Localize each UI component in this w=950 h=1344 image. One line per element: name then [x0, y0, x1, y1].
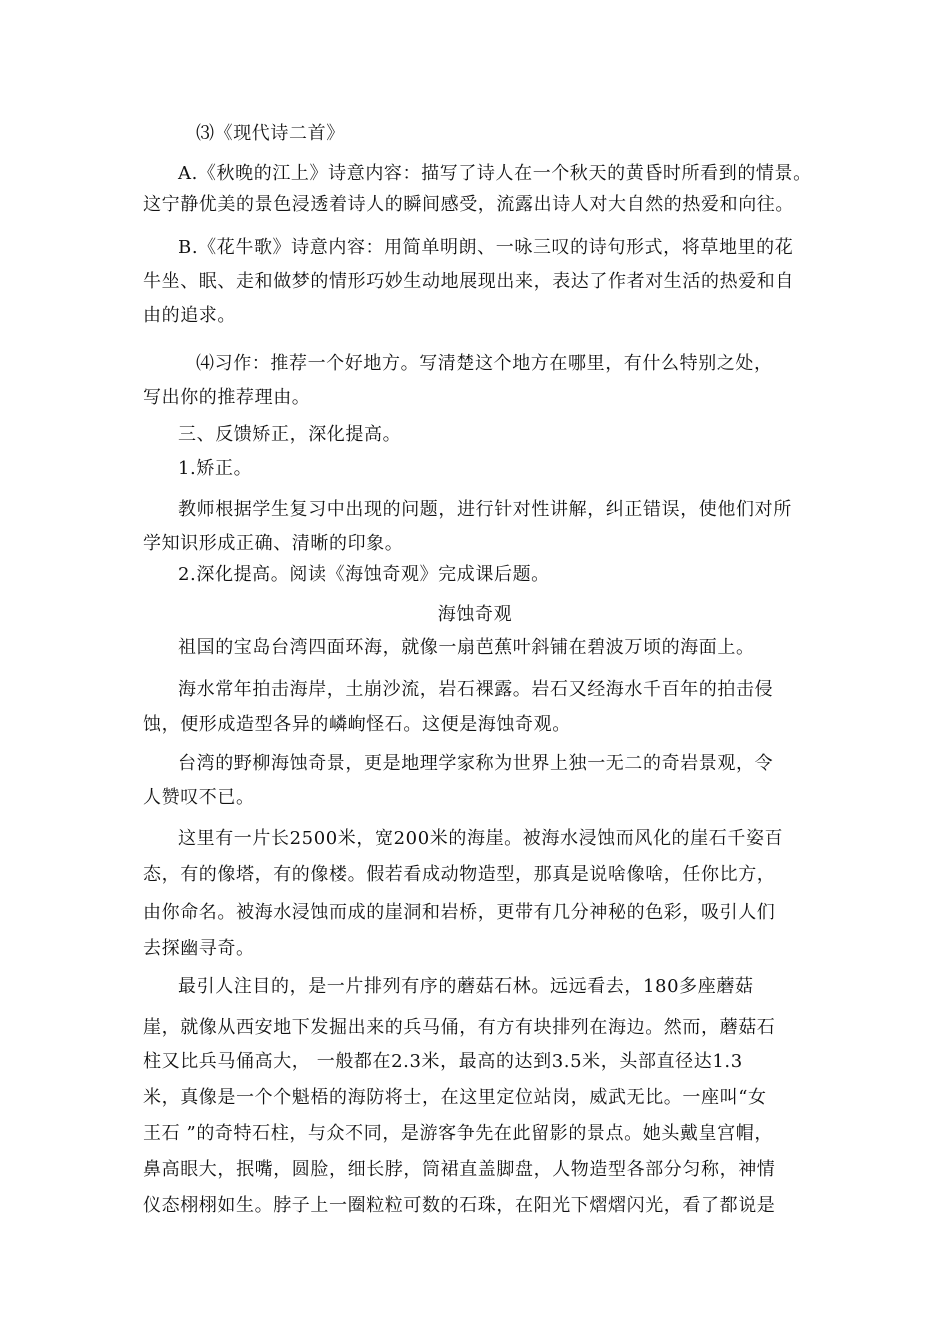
paragraph-line: B.《花牛歌》诗意内容：用简单明朗、一咏三叹的诗句形式，将草地里的花 — [178, 237, 794, 258]
subsection-heading: 1.矫正。 — [178, 458, 253, 479]
paragraph-line: 海水常年拍击海岸，土崩沙流，岩石裸露。岩石又经海水千百年的拍击侵 — [178, 679, 774, 700]
paragraph-line: 崖，就像从西安地下发掘出来的兵马俑，有方有块排列在海边。然而，蘑菇石 — [143, 1017, 776, 1038]
paragraph-line: 牛坐、眠、走和做梦的情形巧妙生动地展现出来，表达了作者对生活的热爱和自 — [143, 271, 794, 292]
paragraph-line: 学知识形成正确、清晰的印象。 — [143, 533, 404, 554]
subsection-heading: 2.深化提高。阅读《海蚀奇观》完成课后题。 — [178, 564, 550, 585]
paragraph-line: 鼻高眼大，抿嘴，圆脸，细长脖，筒裙直盖脚盘，人物造型各部分匀称，神情 — [143, 1159, 776, 1180]
paragraph-line: 态，有的像塔，有的像楼。假若看成动物造型，那真是说啥像啥，任你比方， — [143, 864, 776, 885]
paragraph-line: 仪态栩栩如生。脖子上一圈粒粒可数的石珠，在阳光下熠熠闪光，看了都说是 — [143, 1195, 776, 1216]
paragraph-line: 台湾的野柳海蚀奇景，更是地理学家称为世界上独一无二的奇岩景观，令 — [178, 753, 774, 774]
article-title: 海蚀奇观 — [437, 604, 513, 625]
paragraph-line: 写出你的推荐理由。 — [143, 387, 311, 408]
paragraph-line: 柱又比兵马俑高大， 一般都在2.3米，最高的达到3.5米，头部直径达1.3 — [143, 1051, 743, 1072]
paragraph-line: ⑷习作：推荐一个好地方。写清楚这个地方在哪里，有什么特别之处， — [196, 353, 773, 374]
paragraph-line: 最引人注目的，是一片排列有序的蘑菇石林。远远看去，180多座蘑菇 — [178, 976, 754, 997]
paragraph-line: 人赞叹不已。 — [143, 787, 255, 808]
section-heading: 三、反馈矫正，深化提高。 — [178, 424, 402, 445]
paragraph-line: 米，真像是一个个魁梧的海防将士，在这里定位站岗，威武无比。一座叫“女 — [143, 1087, 767, 1108]
paragraph-line: 祖国的宝岛台湾四面环海，就像一扇芭蕉叶斜铺在碧波万顷的海面上。 — [178, 637, 755, 658]
section-heading: ⑶《现代诗二首》 — [196, 123, 345, 144]
paragraph-line: 教师根据学生复习中出现的问题，进行针对性讲解，纠正错误，使他们对所 — [178, 499, 792, 520]
paragraph-line: 去探幽寻奇。 — [143, 938, 255, 959]
paragraph-line: 这里有一片长2500米，宽200米的海崖。被海水浸蚀而风化的崖石千姿百 — [178, 828, 784, 849]
paragraph-line: 王石 ”的奇特石柱，与众不同，是游客争先在此留影的景点。她头戴皇宫帽， — [143, 1123, 773, 1144]
paragraph-line: A.《秋晚的江上》诗意内容：描写了诗人在一个秋天的黄昏时所看到的情景。 — [178, 163, 812, 184]
paragraph-line: 由你命名。被海水浸蚀而成的崖洞和岩桥，更带有几分神秘的色彩，吸引人们 — [143, 902, 776, 923]
paragraph-line: 由的追求。 — [143, 305, 236, 326]
paragraph-line: 蚀，便形成造型各异的嶙峋怪石。这便是海蚀奇观。 — [143, 714, 571, 735]
paragraph-line: 这宁静优美的景色浸透着诗人的瞬间感受，流露出诗人对大自然的热爱和向往。 — [143, 194, 794, 215]
